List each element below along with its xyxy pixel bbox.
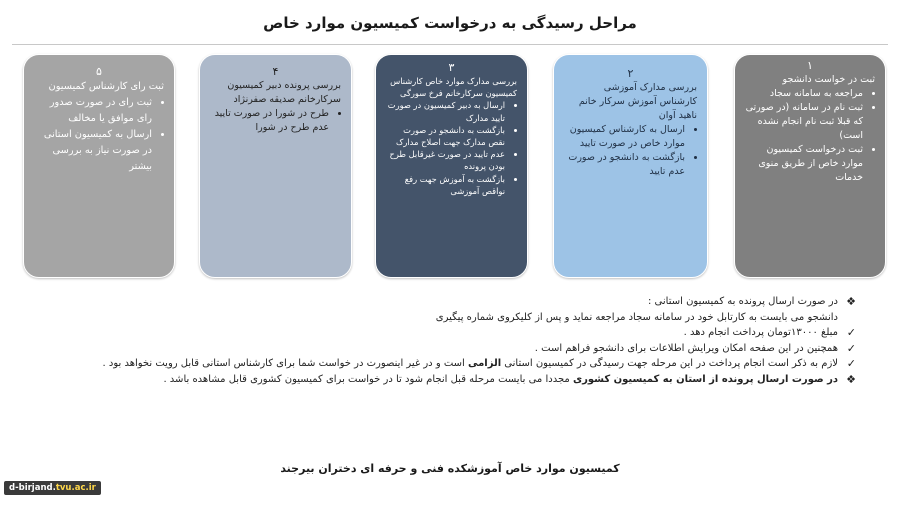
note-item (66, 372, 856, 388)
watermark-domain: d-birjand. (9, 483, 56, 493)
checkmark-icon: ✓ (846, 326, 856, 339)
step-items (34, 95, 164, 175)
title-divider (12, 44, 888, 45)
note-item (66, 325, 856, 341)
step-item: • ثبت رای در صورت صدور رای موافق یا مخالف (34, 95, 152, 127)
note-text: در صورت ارسال پرونده به کمیسیون استانی : (648, 296, 838, 307)
step-number: ۲ (627, 67, 634, 80)
checkmark-icon: ✓ (846, 341, 856, 355)
step-items (564, 123, 697, 179)
site-watermark (4, 481, 101, 495)
note-item (66, 294, 856, 310)
step-items (745, 87, 875, 185)
note-text: مبلغ ۱۳۰۰۰تومان پرداخت انجام دهد . (683, 327, 838, 338)
step-3-box (375, 54, 528, 278)
step-2-box (553, 54, 708, 278)
step-item: • ارسال به کمیسیون استانی در صورت نیاز به بررسی بیشتر (34, 127, 152, 175)
note-item (66, 310, 856, 326)
checkmark-icon: ✓ (846, 357, 856, 370)
note-text: است و در غیر اینصورت در خواست شما برای کارشناس استانی قابل رویت نخواهد بود . (102, 358, 468, 369)
page-title: مراحل رسیدگی به درخواست کمیسیون موارد خاص (263, 14, 637, 32)
step-heading: ثبت رای کارشناس کمیسیون (48, 81, 164, 92)
diamond-bullet-icon: ❖ (846, 372, 856, 386)
step-item: • بازگشت به دانشجو در صورت نقص مدارک جهت اصلاح مدارک (386, 124, 505, 148)
step-item: • ارسال به کارشناس کمیسیون موارد خاص در صورت تایید (564, 123, 685, 151)
step-items (386, 99, 517, 197)
step-item: • بازگشت به دانشجو در صورت عدم تایید (564, 151, 685, 179)
step-number: ۵ (96, 65, 102, 78)
step-heading: ثبت در خواست دانشجو (782, 74, 875, 85)
diamond-bullet-icon: ❖ (846, 295, 856, 308)
note-item (66, 356, 856, 372)
watermark-tld: tvu.ac.ir (55, 483, 96, 493)
step-number: ۱ (807, 59, 813, 72)
step-items (210, 107, 341, 135)
note-emphasis: الزامی (467, 358, 502, 369)
step-number: ۴ (272, 65, 279, 78)
step-heading: بررسی مدارک موارد خاص کارشناس کمیسیون سرکارخانم فرخ سورگی (390, 76, 517, 99)
note-text: لازم به ذکر است انجام پرداخت در این مرحله جهت رسیدگی در کمیسیون استانی (501, 358, 838, 369)
step-heading: بررسی پرونده دبیر کمیسیون سرکارخانم صدیقه صفرنژاد (227, 80, 341, 105)
note-text: مجددا می بایست مرحله قبل انجام شود تا در خواست برای کمیسیون کشوری قابل مشاهده باشد . (163, 373, 573, 385)
step-item: • طرح در شورا در صورت تایید عدم طرح در شورا (210, 107, 329, 135)
note-text: دانشجو می بایست به کارتابل خود در سامانه سجاد مراجعه نماید و پس از کلیکروی شماره پیگیری (435, 311, 838, 323)
step-4-box (199, 54, 352, 278)
step-item: • ثبت نام در سامانه (در صورتی که قبلا ثبت نام انجام نشده است) (745, 101, 863, 143)
note-emphasis: در صورت ارسال پرونده از استان به کمیسیون کشوری (572, 373, 838, 385)
step-item: • عدم تایید در صورت غیرقابل طرح بودن پرونده (386, 148, 505, 172)
step-item: • بازگشت به آموزش جهت رفع نواقص آموزشی (386, 173, 505, 197)
step-1-box (734, 54, 886, 278)
step-number: ۳ (448, 61, 455, 74)
step-heading: بررسی مدارک آموزشی کارشناس آموزش سرکار خانم ناهید آوان (578, 82, 697, 121)
footer-caption: کمیسیون موارد خاص آموزشکده فنی و حرفه ای دختران بیرجند (280, 462, 620, 475)
notes-section (66, 294, 856, 387)
note-text: همچنین در این صفحه امکان ویرایش اطلاعات برای دانشجو فراهم است . (534, 342, 838, 354)
note-item (66, 341, 856, 357)
step-item: • ثبت درخواست کمیسیون موارد خاص از طریق منوی خدمات (745, 143, 863, 185)
step-item: • مراجعه به سامانه سجاد (745, 87, 863, 101)
step-item: • ارسال به دبیر کمیسیون در صورت تایید مدارک (386, 99, 505, 123)
step-5-box (23, 54, 175, 278)
